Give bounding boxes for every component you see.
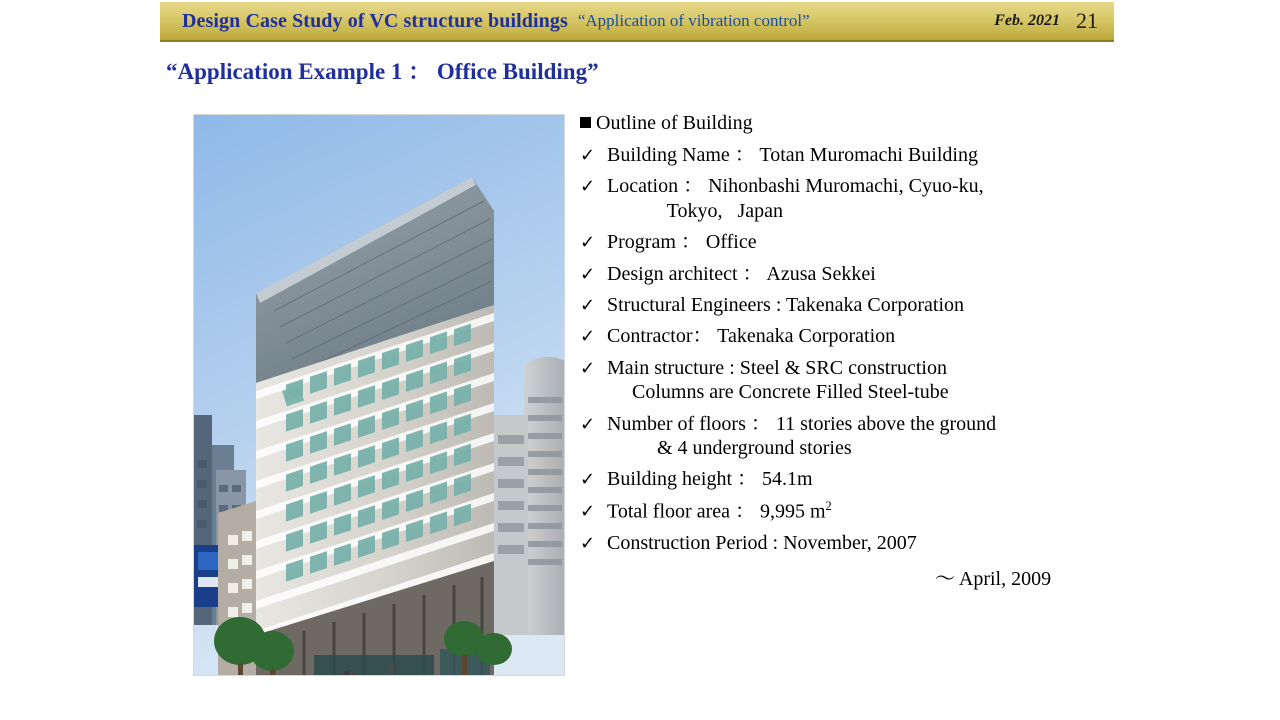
list-item: [580, 174, 1120, 223]
list-item-line2: Tokyo, Japan: [607, 199, 783, 222]
list-item: [580, 467, 1120, 491]
list-item-label: Structural Engineers : Takenaka Corporation: [607, 293, 965, 316]
list-item-label: Building height ： 54.1m: [607, 468, 813, 491]
list-item-label: [607, 412, 1120, 461]
building-photo: [193, 114, 565, 676]
list-item-label: [607, 356, 1120, 405]
list-item-label: Program ： Office: [607, 231, 757, 254]
area-unit-superscript: 2: [825, 498, 832, 513]
outline-section: [580, 112, 1120, 591]
list-item-label: Building Name ： Totan Muromachi Building: [607, 144, 978, 166]
list-item-line1: Total floor area ： 9,995 m: [607, 500, 826, 523]
header-banner: [160, 2, 1114, 42]
list-item: [580, 293, 1120, 317]
list-item: [580, 412, 1120, 461]
list-item-line2: & 4 underground stories: [607, 436, 852, 459]
list-item-label: [607, 499, 1120, 524]
construction-period-end: ～ April, 2009: [935, 568, 1052, 591]
list-item-label: Construction Period : November, 2007: [607, 531, 917, 554]
building-photo-graphic: [194, 115, 565, 676]
outline-heading: [580, 112, 1120, 135]
list-item: [580, 324, 1120, 348]
list-item-label: [607, 174, 1120, 223]
check-icon: ✓: [580, 294, 596, 316]
list-item-line2: Columns are Concrete Filled Steel-tube: [607, 381, 949, 404]
page-title: “Application Example 1 ： Office Building”: [166, 59, 599, 84]
check-icon: ✓: [580, 145, 596, 166]
check-icon: ✓: [580, 326, 596, 348]
list-item-line1: Main structure : Steel & SRC construction: [607, 356, 947, 379]
header-date: Feb. 2021: [994, 12, 1060, 29]
header-title: Design Case Study of VC structure buildings: [182, 9, 568, 32]
page-number: 21: [1076, 8, 1098, 33]
check-icon: ✓: [580, 413, 596, 435]
list-item-line1: Number of floors ： 11 stories above the ground: [607, 412, 997, 435]
list-item: [580, 143, 1120, 167]
check-icon: ✓: [580, 232, 596, 254]
list-item: [580, 356, 1120, 405]
list-item: [580, 499, 1120, 524]
list-item-line1: Location ： Nihonbashi Muromachi, Cyuo-ku,: [607, 175, 984, 198]
list-item-label: Design architect ： Azusa Sekkei: [607, 262, 876, 285]
list-item: [580, 262, 1120, 286]
check-icon: ✓: [580, 357, 596, 379]
header-subtitle: “Application of vibration control”: [577, 11, 810, 30]
check-icon: ✓: [580, 263, 596, 285]
check-icon: ✓: [580, 469, 596, 491]
check-icon: ✓: [580, 501, 596, 523]
check-icon: ✓: [580, 532, 596, 554]
list-item-label: Contractor： Takenaka Corporation: [607, 325, 896, 348]
check-icon: ✓: [580, 176, 596, 198]
list-item: [580, 531, 1120, 555]
list-item: [580, 230, 1120, 254]
square-bullet-icon: [580, 117, 591, 128]
outline-heading-text: Outline of Building: [596, 112, 753, 134]
